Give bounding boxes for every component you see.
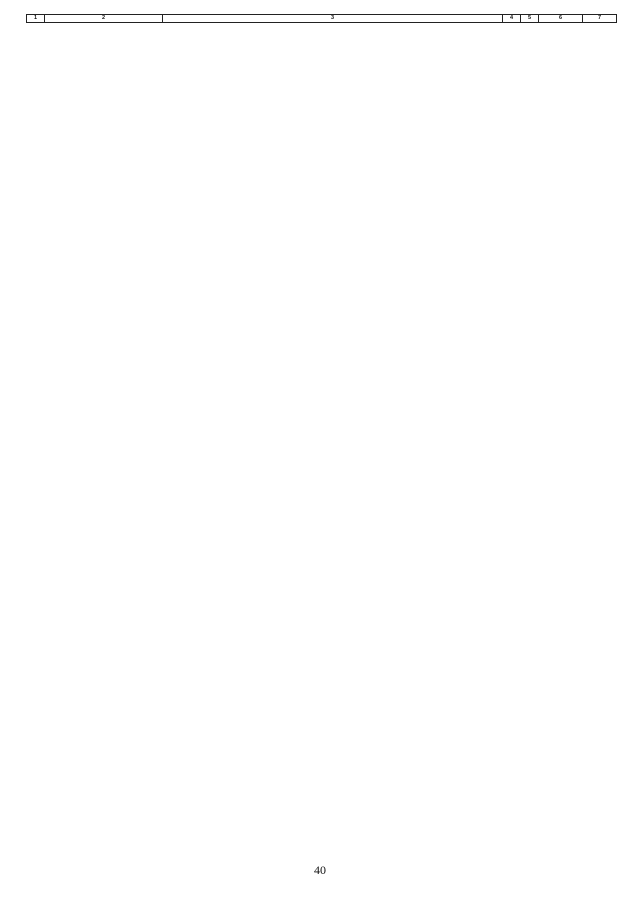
page-number: 40 bbox=[314, 863, 326, 877]
table-header-row bbox=[27, 15, 617, 23]
capital-repair-register-table bbox=[26, 14, 617, 23]
column-header: 5 bbox=[521, 15, 539, 23]
column-header: 3 bbox=[163, 15, 503, 23]
column-header: 1 bbox=[27, 15, 45, 23]
column-header: 2 bbox=[45, 15, 163, 23]
column-header: 6 bbox=[539, 15, 583, 23]
column-header: 7 bbox=[583, 15, 617, 23]
column-header: 4 bbox=[503, 15, 521, 23]
